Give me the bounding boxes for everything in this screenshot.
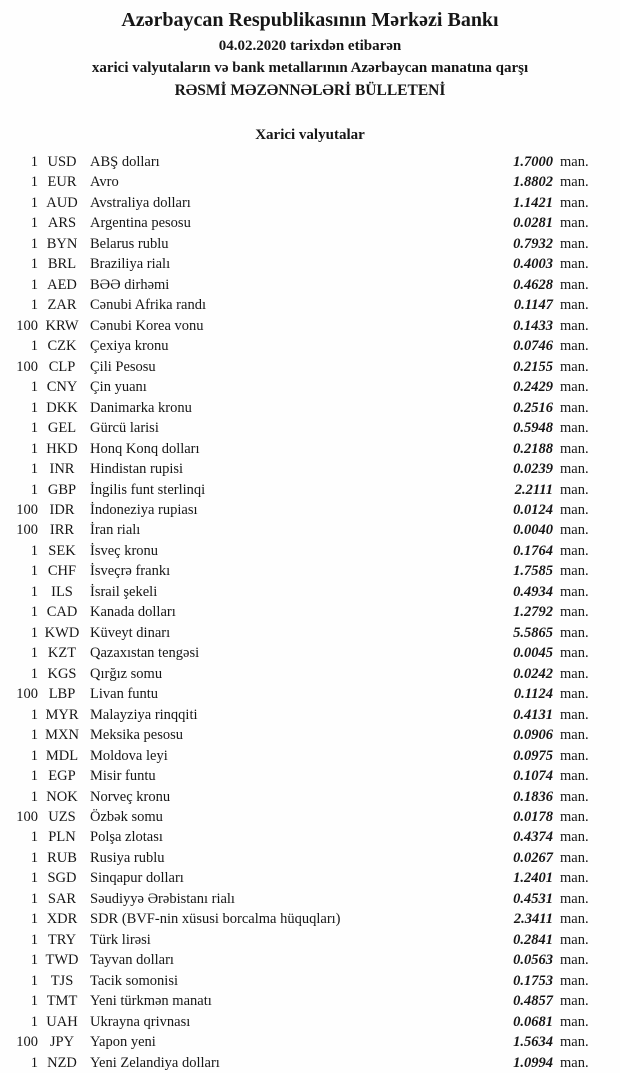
row-currency-code: JPY bbox=[49, 1034, 75, 1051]
row-rate-value: 0.4857 bbox=[513, 993, 553, 1010]
row-rate-value: 0.0563 bbox=[513, 952, 553, 969]
row-currency-code: TRY bbox=[47, 931, 77, 948]
row-currency-name: İngilis funt sterlinqi bbox=[90, 481, 206, 498]
table-row bbox=[0, 275, 598, 295]
row-quantity: 1 bbox=[30, 849, 38, 866]
table-row bbox=[0, 848, 598, 868]
row-currency-code: TJS bbox=[50, 972, 74, 989]
row-quantity: 1 bbox=[30, 706, 38, 723]
row-unit-label: man. bbox=[560, 993, 589, 1010]
table-row bbox=[0, 827, 598, 847]
row-rate-value: 0.0045 bbox=[513, 645, 553, 662]
row-currency-code: KGS bbox=[47, 665, 77, 682]
row-unit-label: man. bbox=[560, 911, 589, 928]
row-quantity: 1 bbox=[30, 461, 38, 478]
table-row bbox=[0, 705, 598, 725]
table-row bbox=[0, 398, 598, 418]
row-quantity: 1 bbox=[30, 154, 38, 170]
row-currency-code: BYN bbox=[46, 235, 78, 252]
row-unit-label: man. bbox=[560, 420, 589, 437]
row-currency-name: Moldova leyi bbox=[90, 747, 168, 764]
table-row bbox=[0, 1012, 598, 1032]
row-currency-name: BƏƏ dirhəmi bbox=[90, 276, 170, 293]
row-currency-code: HKD bbox=[46, 440, 78, 457]
row-unit-label: man. bbox=[560, 358, 589, 375]
row-currency-name: Malayziya rinqqiti bbox=[90, 706, 198, 723]
document-header bbox=[0, 0, 620, 100]
row-unit-label: man. bbox=[560, 399, 589, 416]
row-unit-label: man. bbox=[560, 1034, 589, 1051]
row-currency-name: Tayvan dolları bbox=[90, 952, 174, 969]
row-quantity: 1 bbox=[30, 215, 38, 232]
row-currency-name: Türk lirəsi bbox=[90, 931, 151, 948]
row-currency-code: CNY bbox=[46, 379, 78, 396]
row-currency-name: Yeni Zelandiya dolları bbox=[90, 1054, 220, 1071]
row-unit-label: man. bbox=[560, 931, 589, 948]
row-rate-value: 0.4003 bbox=[513, 256, 553, 273]
row-quantity: 1 bbox=[30, 788, 38, 805]
section-title-foreign-currencies: Xarici valyutalar bbox=[255, 127, 365, 143]
row-currency-name: Honq Konq dolları bbox=[90, 440, 200, 457]
row-unit-label: man. bbox=[560, 849, 589, 866]
row-unit-label: man. bbox=[560, 972, 589, 989]
row-currency-code: DKK bbox=[46, 399, 78, 416]
table-row bbox=[0, 377, 598, 397]
row-currency-name: Cənubi Korea vonu bbox=[90, 317, 204, 334]
table-row bbox=[0, 1053, 598, 1073]
row-unit-label: man. bbox=[560, 174, 589, 191]
table-row bbox=[0, 500, 598, 520]
table-row bbox=[0, 950, 598, 970]
subtitle-line: xarici valyutaların və bank metallarının Azərbaycan manatına qarşı bbox=[91, 60, 529, 76]
row-currency-code: CAD bbox=[46, 604, 78, 621]
table-row bbox=[0, 357, 598, 377]
row-quantity: 1 bbox=[30, 870, 38, 887]
row-unit-label: man. bbox=[560, 583, 589, 600]
table-row bbox=[0, 930, 598, 950]
row-quantity: 100 bbox=[16, 522, 38, 539]
row-currency-name: Belarus rublu bbox=[90, 235, 169, 252]
row-currency-code: MDL bbox=[45, 747, 79, 764]
row-rate-value: 0.0975 bbox=[513, 747, 553, 764]
table-row bbox=[0, 766, 598, 786]
row-rate-value: 0.4934 bbox=[513, 583, 553, 600]
bulletin-title: RƏSMİ MƏZƏNNƏLƏRİ BÜLLETENİ bbox=[174, 82, 446, 99]
row-unit-label: man. bbox=[560, 624, 589, 641]
table-row bbox=[0, 152, 598, 172]
row-rate-value: 2.3411 bbox=[513, 911, 553, 928]
row-rate-value: 0.0746 bbox=[513, 338, 553, 355]
row-quantity: 100 bbox=[16, 358, 38, 375]
row-rate-value: 0.7932 bbox=[513, 235, 553, 252]
row-currency-code: AUD bbox=[46, 194, 78, 211]
row-currency-code: NOK bbox=[46, 788, 78, 805]
row-currency-name: Braziliya rialı bbox=[90, 256, 171, 273]
row-rate-value: 0.4531 bbox=[513, 890, 553, 907]
row-currency-code: MXN bbox=[45, 727, 79, 744]
table-row bbox=[0, 172, 598, 192]
row-currency-name: İsveç kronu bbox=[90, 542, 159, 559]
table-row bbox=[0, 889, 598, 909]
row-currency-code: NZD bbox=[47, 1054, 77, 1071]
row-currency-code: RUB bbox=[47, 849, 77, 866]
row-currency-code: MYR bbox=[45, 706, 79, 723]
row-rate-value: 0.0040 bbox=[513, 522, 553, 539]
row-unit-label: man. bbox=[560, 542, 589, 559]
row-currency-name: Danimarka kronu bbox=[90, 399, 192, 416]
row-quantity: 1 bbox=[30, 256, 38, 273]
row-quantity: 1 bbox=[30, 993, 38, 1010]
table-row bbox=[0, 1032, 598, 1052]
table-row bbox=[0, 213, 598, 233]
row-rate-value: 1.1421 bbox=[513, 194, 553, 211]
row-currency-name: İsveçrə frankı bbox=[90, 563, 171, 580]
row-currency-code: GBP bbox=[47, 481, 77, 498]
row-unit-label: man. bbox=[560, 890, 589, 907]
table-row bbox=[0, 520, 598, 540]
row-quantity: 1 bbox=[30, 174, 38, 191]
row-rate-value: 0.0124 bbox=[513, 501, 553, 518]
table-row bbox=[0, 480, 598, 500]
row-currency-name: Cənubi Afrika randı bbox=[90, 297, 206, 314]
row-currency-name: ABŞ dolları bbox=[90, 154, 160, 170]
row-currency-name: Səudiyyə Ərəbistanı rialı bbox=[90, 890, 235, 907]
row-quantity: 1 bbox=[30, 727, 38, 744]
row-currency-code: KRW bbox=[45, 317, 79, 334]
row-quantity: 1 bbox=[30, 931, 38, 948]
row-unit-label: man. bbox=[560, 665, 589, 682]
row-unit-label: man. bbox=[560, 215, 589, 232]
row-unit-label: man. bbox=[560, 788, 589, 805]
row-unit-label: man. bbox=[560, 563, 589, 580]
row-quantity: 100 bbox=[16, 501, 38, 518]
row-rate-value: 0.0281 bbox=[513, 215, 553, 232]
row-currency-code: XDR bbox=[46, 911, 78, 928]
row-quantity: 1 bbox=[30, 624, 38, 641]
row-rate-value: 0.1753 bbox=[513, 972, 553, 989]
table-row bbox=[0, 254, 598, 274]
effective-date-line: 04.02.2020 tarixdən etibarən bbox=[218, 38, 402, 54]
row-currency-code: UAH bbox=[46, 1013, 78, 1030]
table-row bbox=[0, 316, 598, 336]
row-currency-code: LBP bbox=[48, 686, 76, 703]
row-unit-label: man. bbox=[560, 461, 589, 478]
row-currency-name: Misir funtu bbox=[90, 768, 156, 785]
row-quantity: 1 bbox=[30, 235, 38, 252]
row-currency-name: Livan funtu bbox=[90, 686, 159, 703]
row-quantity: 1 bbox=[30, 645, 38, 662]
row-quantity: 1 bbox=[30, 399, 38, 416]
row-currency-name: Tacik somonisi bbox=[90, 972, 178, 989]
table-row bbox=[0, 439, 598, 459]
row-unit-label: man. bbox=[560, 1013, 589, 1030]
row-quantity: 100 bbox=[16, 686, 38, 703]
row-quantity: 1 bbox=[30, 911, 38, 928]
row-currency-code: PLN bbox=[48, 829, 76, 846]
row-rate-value: 1.5634 bbox=[513, 1034, 553, 1051]
row-rate-value: 0.0242 bbox=[513, 665, 553, 682]
row-quantity: 1 bbox=[30, 276, 38, 293]
row-quantity: 1 bbox=[30, 583, 38, 600]
row-currency-code: GEL bbox=[47, 420, 77, 437]
table-row bbox=[0, 193, 598, 213]
row-currency-code: TWD bbox=[45, 952, 79, 969]
row-rate-value: 1.0994 bbox=[513, 1054, 553, 1071]
row-currency-code: SEK bbox=[48, 542, 76, 559]
row-rate-value: 0.2841 bbox=[513, 931, 553, 948]
row-quantity: 1 bbox=[30, 952, 38, 969]
row-rate-value: 0.1764 bbox=[513, 542, 553, 559]
row-unit-label: man. bbox=[560, 706, 589, 723]
row-unit-label: man. bbox=[560, 747, 589, 764]
row-currency-code: ZAR bbox=[47, 297, 77, 314]
row-rate-value: 0.0906 bbox=[513, 727, 553, 744]
table-row bbox=[0, 991, 598, 1011]
row-currency-code: INR bbox=[49, 461, 75, 478]
table-row bbox=[0, 234, 598, 254]
row-unit-label: man. bbox=[560, 1054, 589, 1071]
row-currency-name: Norveç kronu bbox=[90, 788, 171, 805]
row-rate-value: 1.8802 bbox=[513, 174, 553, 191]
row-quantity: 100 bbox=[16, 809, 38, 825]
row-unit-label: man. bbox=[560, 809, 589, 825]
row-unit-label: man. bbox=[560, 768, 589, 785]
row-currency-name: Gürcü larisi bbox=[90, 420, 159, 437]
row-currency-name: İndoneziya rupiası bbox=[90, 501, 198, 518]
row-quantity: 1 bbox=[30, 194, 38, 211]
row-quantity: 100 bbox=[16, 1034, 38, 1051]
row-rate-value: 0.2516 bbox=[513, 399, 553, 416]
table-row bbox=[0, 418, 598, 438]
row-currency-code: ILS bbox=[51, 583, 73, 600]
row-rate-value: 2.2111 bbox=[514, 481, 553, 498]
row-currency-code: EUR bbox=[47, 174, 77, 191]
table-row bbox=[0, 623, 598, 643]
row-currency-name: Çin yuanı bbox=[90, 379, 147, 396]
row-currency-name: Meksika pesosu bbox=[90, 727, 184, 744]
row-unit-label: man. bbox=[560, 256, 589, 273]
row-unit-label: man. bbox=[560, 154, 589, 170]
table-row bbox=[0, 746, 598, 766]
row-rate-value: 0.2429 bbox=[513, 379, 553, 396]
row-currency-code: IDR bbox=[49, 501, 75, 518]
row-currency-code: SGD bbox=[47, 870, 77, 887]
row-currency-code: AED bbox=[47, 276, 77, 293]
row-currency-code: EGP bbox=[48, 768, 76, 785]
row-currency-name: İran rialı bbox=[90, 522, 141, 539]
table-row bbox=[0, 868, 598, 888]
row-unit-label: man. bbox=[560, 276, 589, 293]
table-row bbox=[0, 336, 598, 356]
row-quantity: 1 bbox=[30, 890, 38, 907]
row-quantity: 1 bbox=[30, 379, 38, 396]
row-currency-code: SAR bbox=[47, 890, 77, 907]
row-rate-value: 1.2792 bbox=[513, 604, 553, 621]
row-currency-name: Polşa zlotası bbox=[90, 829, 163, 846]
table-row bbox=[0, 561, 598, 581]
row-currency-code: KWD bbox=[44, 624, 80, 641]
row-unit-label: man. bbox=[560, 297, 589, 314]
row-currency-name: Argentina pesosu bbox=[90, 215, 191, 232]
table-row bbox=[0, 909, 598, 929]
row-currency-name: Ukrayna qrivnası bbox=[90, 1013, 191, 1030]
row-unit-label: man. bbox=[560, 645, 589, 662]
row-quantity: 1 bbox=[30, 1054, 38, 1071]
table-row bbox=[0, 725, 598, 745]
exchange-rates-table bbox=[0, 152, 620, 1073]
row-currency-code: KZT bbox=[47, 645, 77, 662]
row-currency-name: Qazaxıstan tengəsi bbox=[90, 645, 200, 662]
table-row bbox=[0, 971, 598, 991]
table-row bbox=[0, 684, 598, 704]
row-rate-value: 0.1836 bbox=[513, 788, 553, 805]
row-currency-name: Yeni türkmən manatı bbox=[90, 993, 212, 1010]
row-rate-value: 0.0178 bbox=[513, 809, 553, 825]
table-row bbox=[0, 643, 598, 663]
row-currency-name: Avro bbox=[90, 174, 119, 191]
row-rate-value: 0.4374 bbox=[513, 829, 553, 846]
row-currency-name: İsrail şekeli bbox=[90, 583, 158, 600]
row-rate-value: 0.4628 bbox=[513, 276, 553, 293]
row-rate-value: 5.5865 bbox=[513, 624, 553, 641]
row-currency-name: Özbək somu bbox=[90, 809, 163, 825]
row-rate-value: 0.0239 bbox=[513, 461, 553, 478]
row-rate-value: 0.2155 bbox=[513, 358, 553, 375]
row-unit-label: man. bbox=[560, 501, 589, 518]
row-unit-label: man. bbox=[560, 829, 589, 846]
row-currency-code: BRL bbox=[47, 256, 77, 273]
row-currency-name: Çexiya kronu bbox=[90, 338, 169, 355]
row-quantity: 1 bbox=[30, 747, 38, 764]
row-currency-code: CZK bbox=[47, 338, 77, 355]
table-row bbox=[0, 295, 598, 315]
row-currency-name: Avstraliya dolları bbox=[90, 194, 191, 211]
table-row bbox=[0, 602, 598, 622]
row-unit-label: man. bbox=[560, 317, 589, 334]
row-currency-code: TMT bbox=[46, 993, 78, 1010]
table-row bbox=[0, 459, 598, 479]
row-rate-value: 0.2188 bbox=[513, 440, 553, 457]
row-rate-value: 0.4131 bbox=[513, 706, 553, 723]
row-unit-label: man. bbox=[560, 440, 589, 457]
row-rate-value: 1.7000 bbox=[513, 154, 553, 170]
row-unit-label: man. bbox=[560, 481, 589, 498]
row-quantity: 1 bbox=[30, 297, 38, 314]
row-currency-name: Rusiya rublu bbox=[90, 849, 165, 866]
table-row bbox=[0, 664, 598, 684]
row-rate-value: 0.5948 bbox=[513, 420, 553, 437]
row-currency-name: Küveyt dinarı bbox=[90, 624, 171, 641]
row-currency-code: CLP bbox=[48, 358, 76, 375]
table-row bbox=[0, 541, 598, 561]
row-unit-label: man. bbox=[560, 870, 589, 887]
row-quantity: 1 bbox=[30, 665, 38, 682]
row-unit-label: man. bbox=[560, 235, 589, 252]
row-currency-code: USD bbox=[47, 154, 77, 170]
row-unit-label: man. bbox=[560, 604, 589, 621]
row-quantity: 1 bbox=[30, 972, 38, 989]
row-currency-name: Çili Pesosu bbox=[90, 358, 156, 375]
row-currency-name: Sinqapur dolları bbox=[90, 870, 184, 887]
row-currency-code: IRR bbox=[49, 522, 75, 539]
row-unit-label: man. bbox=[560, 379, 589, 396]
row-currency-name: Qırğız somu bbox=[90, 665, 163, 682]
row-rate-value: 1.7585 bbox=[513, 563, 553, 580]
row-unit-label: man. bbox=[560, 952, 589, 969]
row-currency-name: SDR (BVF-nin xüsusi borcalma hüquqları) bbox=[90, 911, 341, 928]
row-quantity: 1 bbox=[30, 338, 38, 355]
row-quantity: 1 bbox=[30, 440, 38, 457]
row-rate-value: 0.0267 bbox=[513, 849, 553, 866]
row-quantity: 100 bbox=[16, 317, 38, 334]
row-unit-label: man. bbox=[560, 194, 589, 211]
table-row bbox=[0, 807, 598, 827]
row-currency-name: Kanada dolları bbox=[90, 604, 176, 621]
row-quantity: 1 bbox=[30, 420, 38, 437]
row-unit-label: man. bbox=[560, 686, 589, 703]
row-rate-value: 0.1433 bbox=[513, 317, 553, 334]
table-row bbox=[0, 787, 598, 807]
row-unit-label: man. bbox=[560, 338, 589, 355]
row-quantity: 1 bbox=[30, 1013, 38, 1030]
row-rate-value: 1.2401 bbox=[513, 870, 553, 887]
row-currency-name: Hindistan rupisi bbox=[90, 461, 184, 478]
row-unit-label: man. bbox=[560, 727, 589, 744]
row-quantity: 1 bbox=[30, 481, 38, 498]
row-quantity: 1 bbox=[30, 542, 38, 559]
row-currency-code: UZS bbox=[48, 809, 76, 825]
row-rate-value: 0.1124 bbox=[513, 686, 553, 703]
row-quantity: 1 bbox=[30, 604, 38, 621]
row-quantity: 1 bbox=[30, 563, 38, 580]
row-currency-code: CHF bbox=[47, 563, 77, 580]
row-quantity: 1 bbox=[30, 768, 38, 785]
row-unit-label: man. bbox=[560, 522, 589, 539]
row-quantity: 1 bbox=[30, 829, 38, 846]
row-currency-code: ARS bbox=[47, 215, 77, 232]
row-rate-value: 0.0681 bbox=[513, 1013, 553, 1030]
row-currency-name: Yapon yeni bbox=[90, 1034, 156, 1051]
row-rate-value: 0.1147 bbox=[513, 297, 553, 314]
row-rate-value: 0.1074 bbox=[513, 768, 553, 785]
bank-title: Azərbaycan Respublikasının Mərkəzi Bankı bbox=[121, 9, 499, 31]
table-row bbox=[0, 582, 598, 602]
